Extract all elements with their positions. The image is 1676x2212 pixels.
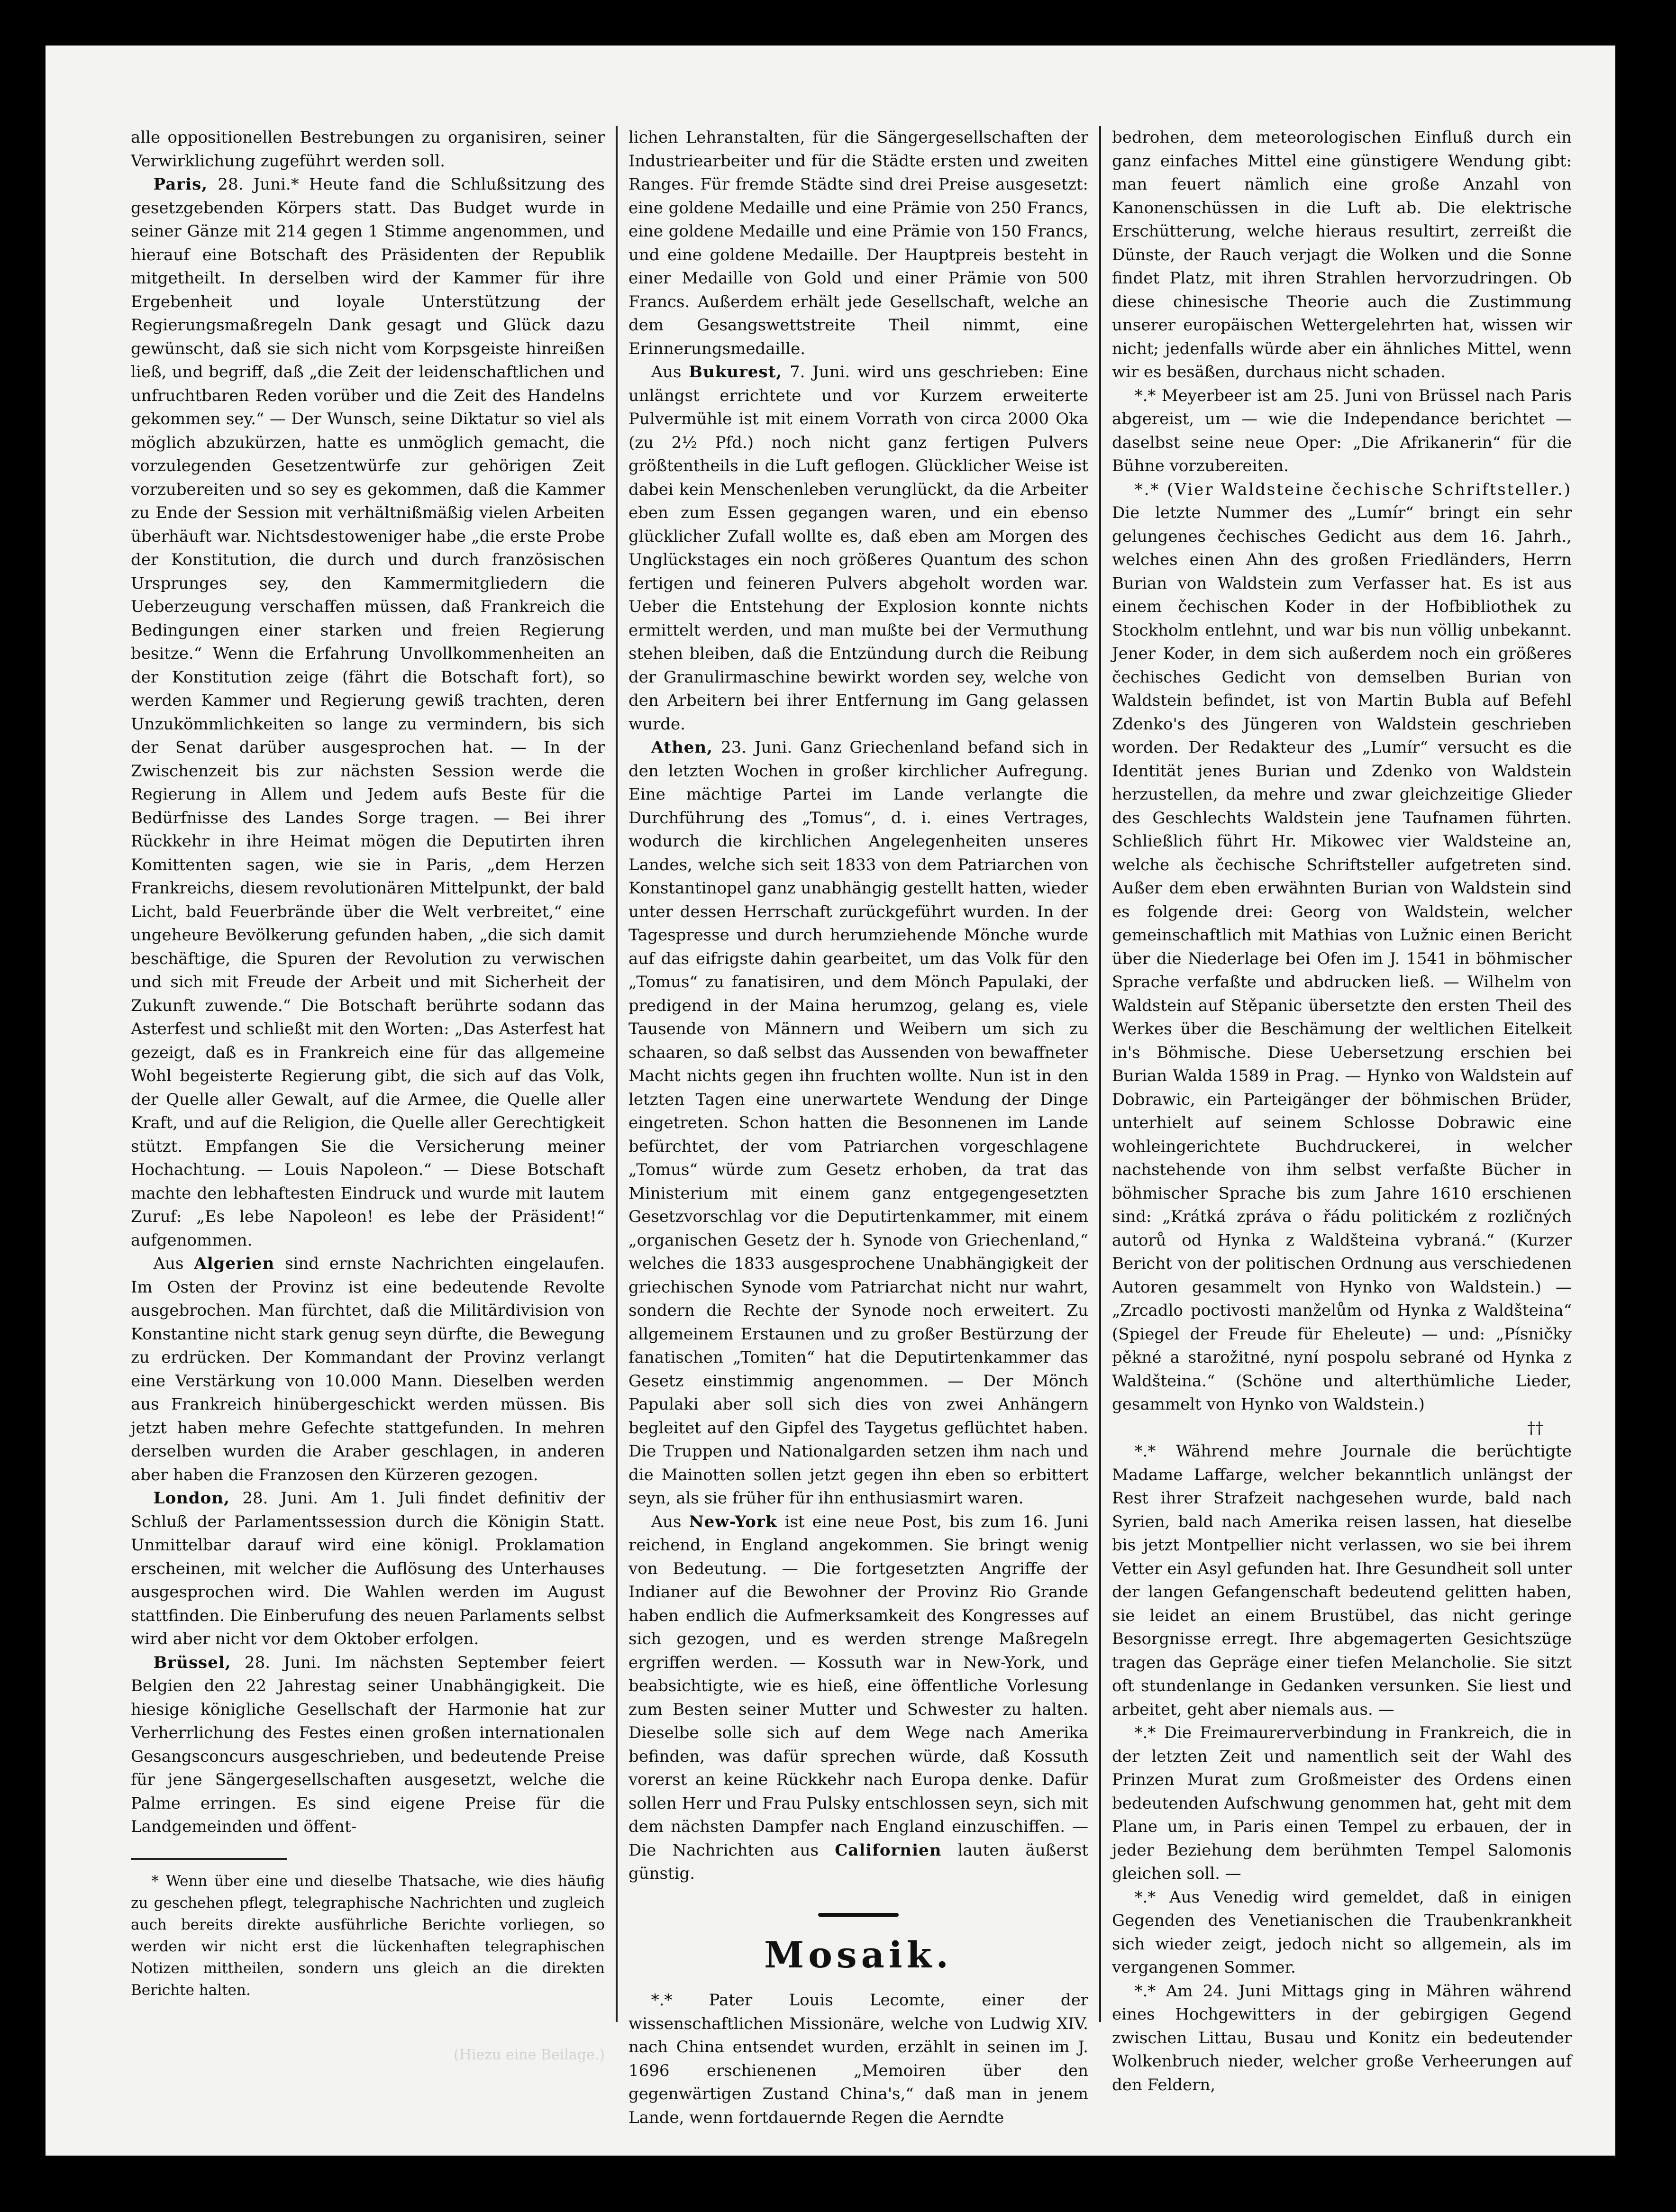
article-text: Die letzte Nummer des „Lumír“ bringt ein sehr gelungenes čechisches Gedicht aus dem 16. Jahrh., welches einen Ahn des großen Friedländers, Herrn Burian von Waldstein zum Verfasser hat. Es ist aus einem čechischen Koder in der Hofbibliothek zu Stockholm entlehnt, und war bis nun völlig unbekannt. Jener Koder, in dem sich außerdem noch ein größeres čechisches Gedicht von demselben Burian von Waldstein befindet, ist von Martin Bubla auf Befehl Zdenko's des Jüngeren von Waldstein geschrieben worden. Der Redakteur des „Lumír“ versucht es die Identität jenes Burian und Zdenko von Waldstein herzustellen, da mehre und zwar gleichzeitige Glieder des Geschlechts Waldstein jene Taufnamen führten. Schließlich führt Hr. Mikowec vier Waldsteine an, welche als čechische Schriftsteller aufgetreten sind. Außer dem eben erwähnten Burian von Waldstein sind es folgende drei: Georg von Waldstein, welcher gemeinschaftlich mit Mathias von Lužnic einen Bericht über die Niederlage bei Ofen im J. 1541 in böhmischer Sprache verfaßte und abdrucken ließ. — Wilhelm von Waldstein auf Stěpanic übersetzte den ersten Theil des Werkes über die Beschämung der weltlichen Eitelkeit in's Böhmische. Diese Uebersetzung erschien bei Burian Walda 1589 in Prag. — Hynko von Waldstein auf Dobrawic, ein Parteigänger der böhmischen Brüder, unterhielt auf seinem Schlosse Dobrawic eine wohleingerichtete Buchdruckerei, in welcher nachstehende von ihm selbst verfaßte Bücher in böhmischer Sprache bis zum Jahre 1610 erschienen sind: „Krátká zpráva o řádu politickém z rozličných autorů od Hynka z Waldšteina vybraná.“ (Kurzer Bericht von der politischen Ordnung aus verschiedenen Autoren gesammelt von Hynko von Waldstein.) — „Zrcadlo poctivosti manželům od Hynka z Waldšteina“ (Spiegel der Freude für Eheleute) — und: „Písničky pěkné a starožitné, nyní pospolu sebrané od Hynka z Waldšteina.“ (Schöne und alterthümliche Lieder, gesammelt von Hynko von Waldstein.) [1112, 503, 1572, 1414]
article-bruessel [131, 1651, 605, 1839]
place-name: Brüssel, [153, 1653, 231, 1672]
place-name: New-York [689, 1512, 777, 1531]
article-maehren: *.* Am 24. Juni Mittags ging in Mähren während eines Hochgewitters in der gebirgigen Gegend zwischen Littau, Busau und Konitz ein bedeutender Wolkenbruch nieder, welcher große Verheerungen auf den Feldern, [1112, 1981, 1572, 2094]
article-text: lauten äußerst günstig. [628, 1840, 1088, 1883]
article-text: ist eine neue Post, bis zum 16. Juni reichend, in England angekommen. Sie bringt wenig von Bedeutung. — Die fortgesetzten Angriffe der Indianer auf die Bewohner der Provinz Rio Grande haben endlich die Aufmerksamkeit des Kongresses auf sich gezogen, und es werden strenge Maßregeln ergriffen werden. — Kossuth war in New-York, und beabsichtigte, wie es hieß, eine öffentliche Vorlesung zum Besten seiner Mutter und Schwester zu halten. Dieselbe solle sich auf dem Wege nach Amerika befinden, was dafür sprechen würde, daß Kossuth vorerst an keine Rückkehr nach Europa denke. Dafür sollen Herr und Frau Pulsky entschlossen seyn, sich mit dem nächsten Dampfer nach England einzuschiffen. — Die Nachrichten aus [628, 1512, 1088, 1860]
place-name: London, [153, 1489, 230, 1508]
article-venedig: *.* Aus Venedig wird gemeldet, daß in einigen Gegenden des Venetianischen die Traubenkrankheit sich wieder zeigt, jedoch nicht so allgemein, als im vergangenen Sommer. [1112, 1887, 1572, 1977]
section-heading: Mosaik. [764, 1934, 953, 1976]
column-rule [1099, 126, 1101, 2022]
article-text: 28. Juni. Am 1. Juli findet definitiv der Schluß der Parlamentssession durch die Königin Statt. Unmittelbar darauf wird eine königl. Proklamation erscheinen, mit welcher die Auflösung des Unterhauses ausgesprochen wird. Die Wahlen werden im August stattfinden. Die Einberufung des neuen Parlaments selbst wird aber nicht vor dem Oktober erfolgen. [131, 1489, 605, 1648]
article-text: 23. Juni. Ganz Griechenland befand sich in den letzten Wochen in großer kirchlicher Aufregung. Eine mächtige Partei im Lande verlangte die Durchführung des „Tomus“, d. i. eines Vertrages, wodurch die kirchlichen Angelegenheiten unseres Landes, welche sich seit 1833 von dem Patriarchen von Konstantinopel ganz unabhängig gestellt hatten, wieder unter dessen Herrschaft zurückgeführt wurden. In der Tagespresse und durch herumziehende Mönche wurde auf das eifrigste dahin gearbeitet, um das Volk für den „Tomus“ zu fanatisiren, und dem Mönch Papulaki, der predigend in der Maina herumzog, gelang es, viele Tausende von Männern und Weibern um sich zu schaaren, so daß selbst das Aussenden von bewaffneter Macht nichts gegen ihn fruchten wollte. Nun ist in den letzten Tagen eine unerwartete Wendung der Dinge eingetreten. Schon hatten die Besonnenen im Lande befürchtet, der vom Patriarchen vorgeschlagene „Tomus“ würde zum Gesetz erhoben, da trat das Ministerium mit einem ganz entgegengesetzten Gesetzvorschlag vor die Deputirtenkammer, mit einem „organischen Gesetz der h. Synode von Griechenland,“ welches die 1833 ausgesprochene Unabhängigkeit der griechischen Synode vom Patriarchat nicht nur wahrt, sondern die Rechte der Synode noch erweitert. Zu allgemeinem Erstaunen und zu großer Bestürzung der fanatischen „Tomiten“ hat die Deputirtenkammer das Gesetz einstimmig angenommen. — Der Mönch Papulaki aber soll sich dies von zwei Anhängern begleitet auf den Gipfel des Taygetus geflüchtet haben. Die Truppen und Nationalgarden setzen ihm nach und die Mainotten sollen jetzt gegen ihn eben so erbittert seyn, als sie früher für ihn enthusiasmirt waren. [628, 738, 1088, 1508]
bleed-through-text: (Hiezu eine Beilage.) [454, 2047, 605, 2063]
article-athen [628, 736, 1088, 1511]
column-right [1112, 126, 1572, 2094]
column-rule [616, 126, 618, 2022]
footnote-divider [131, 1858, 287, 1860]
footnote: * Wenn über eine und dieselbe Thatsache, wie dies häufig zu geschehen pflegt, telegraphische Nachrichten und zugleich auch bereits direkte ausführliche Berichte vorliegen, so werden wir nicht erst die lückenhaften telegraphischen Notizen mittheilen, sondern uns gleich an die direkten Berichte halten. [131, 1872, 605, 1999]
article-text: 7. Juni. wird uns geschrieben: Eine unlängst errichtete und vor Kurzem erweiterte Pulvermühle ist mit einem Vorrath von circa 2000 Oka (zu 2½ Pfd.) noch nicht ganz fertigen Pulvers größtentheils in die Luft geflogen. Glücklicher Weise ist dabei kein Menschenleben verunglückt, da die Arbeiter eben zum Essen gegangen waren, und ein ebenso glücklicher Zufall wollte es, daß eben am Morgen des Unglückstages ein noch größeres Quantum des schon fertigen und feineren Pulvers abgeholt worden war. Ueber die Entstehung der Explosion konnte nichts ermittelt werden, und man mußte bei der Vermuthung stehen bleiben, daß die Entzündung durch die Reibung der Granulirmaschine bewirkt worden sey, welche von den Arbeitern bei ihrer Entfernung im Gang gelassen wurde. [628, 363, 1089, 734]
article-laffarge: *.* Während mehre Journale die berüchtigte Madame Laffarge, welcher bekanntlich unlängst der Rest ihrer Strafzeit nachgesehen wurde, bald nach Syrien, bald nach Amerika reisen lassen, hat dieselbe bis jetzt Montpellier nicht verlassen, wo sie bei ihrem Vetter ein Asyl gefunden hat. Ihre Gesundheit soll unter der langen Gefangenschaft bedeutend gelitten haben, sie leidet an einem Brustübel, das nicht geringe Besorgnisse erregt. Ihre abgemagerten Gesichtszüge tragen das Gepräge einer tiefen Melancholie. Sie sitzt oft stundenlange in Gedanken versunken. Sie liest und arbeitet, geht aber niemals aus. — [1112, 1442, 1572, 1719]
article-text: sind ernste Nachrichten eingelaufen. Im Osten der Provinz ist eine bedeutende Revolte ausgebrochen. Man fürchtet, daß die Militärdivision von Konstantine nicht stark genug seyn dürfte, die Bewegung zu erdrücken. Der Kommandant der Provinz verlangt eine Verstärkung von 10.000 Mann. Dieselben werden aus Frankreich hinübergeschickt werden müssen. Bis jetzt haben mehre Gefechte stattgefunden. In mehren derselben wurden die Araber geschlagen, in anderen aber haben die Franzosen den Kürzeren gezogen. [131, 1254, 605, 1484]
article-lead: Aus [651, 1512, 682, 1531]
article-title: *.* (Vier Waldsteine čechische Schriftsteller.) [1134, 480, 1572, 499]
article-text: 28. Juni.* Heute fand die Schlußsitzung des gesetzgebenden Körpers statt. Das Budget wurde in seiner Gänze mit 214 gegen 1 Stimme angenommen, und hierauf eine Botschaft des Präsidenten der Republik mitgetheilt. In derselben wird der Kammer für ihre Ergebenheit und loyale Unterstützung der Regierungsmaßregeln Dank gesagt und Glück dazu gewünscht, daß sie sich nicht vom Korpsgeiste hinreißen ließ, und begriff, daß „die Zeit der leidenschaftlichen und unfruchtbaren Reden vorüber und die Zeit des Handelns gekommen sey.“ — Der Wunsch, seine Diktatur so viel als möglich abzukürzen, hatte es unmöglich gemacht, die vorzulegenden Gesetzentwürfe zur gehörigen Zeit vorzubereiten und so sey es gekommen, daß die Kammer zu Ende der Session mit verhältnißmäßig vielen Arbeiten überhäuft war. Nichtsdestoweniger habe „die erste Probe der Konstitution, die durch und durch französischen Ursprunges sey, den Kammermitgliedern die Ueberzeugung verschaffen müssen, daß Frankreich die Bedingungen einer starken und freien Regierung besitze.“ Wenn die Erfahrung Unvollkommenheiten an der Konstitution zeige (fährt die Botschaft fort), so werden Kammer und Regierung gewiß trachten, deren Unzukömmlichkeiten so lange zu vermindern, bis sich der Senat darüber ausgesprochen hat. — In der Zwischenzeit bis zur nächsten Session werde die Regierung in Allem und Jedem aufs Beste für die Bedürfnisse des Landes Sorge tragen. — Bei ihrer Rückkehr in ihre Heimat mögen die Deputirten ihren Komittenten sagen, wie sie in Paris, „dem Herzen Frankreichs, diesem revolutionären Mittelpunkt, der bald Licht, bald Feuerbrände über die Welt verbreitet,“ eine ungeheure Bevölkerung gefunden haben, „die sich damit beschäftige, die Spuren der Revolution zu verwischen und sich mit Freude der Arbeit und mit Sicherheit der Zukunft zuwende.“ Die Botschaft berührte sodann das Asterfest und schließt mit den Worten: „Das Asterfest hat gezeigt, daß es in Frankreich eine für das allgemeine Wohl begeisterte Regierung gibt, die sich auf das Volk, der Quelle aller Gewalt, auf die Armee, die Quelle aller Kraft, und auf die Religion, die Quelle aller Gerechtigkeit stützt. Empfangen Sie die Versicherung meiner Hochachtung. — Louis Napoleon.“ — Diese Botschaft machte den lebhaftesten Eindruck und wurde mit lautem Zuruf: „Es lebe Napoleon! es lebe der Präsident!“ aufgenommen. [131, 175, 605, 1250]
article-algerien [131, 1252, 605, 1487]
article-freimaurer: *.* Die Freimaurerverbindung in Frankreich, die in der letzten Zeit und namentlich seit der Wahl des Prinzen Murat zum Großmeister des Ordens einen bedeutenden Aufschwung genommen hat, geht mit dem Plane um, in Paris einen Tempel zu erbauen, der in jeder Beziehung dem berühmten Tempel Salomonis gleichen soll. — [1112, 1723, 1572, 1883]
place-name: Algerien [194, 1254, 275, 1273]
article-new-york [628, 1511, 1088, 1886]
place-name: Athen, [651, 738, 713, 757]
section-divider [628, 1900, 1088, 1924]
article-meyerbeer: *.* Meyerbeer ist am 25. Juni von Brüssel nach Paris abgereist, um — wie die Independance berichtet — daselbst seine neue Oper: „Die Afrikanerin“ für die Bühne vorzubereiten. [1112, 386, 1572, 475]
article-lead: Aus [651, 363, 682, 382]
article-continuation: lichen Lehranstalten, für die Sängergesellschaften der Industriearbeiter und für die Städte ersten und zweiten Ranges. Für fremde Städte sind drei Preise ausgesetzt: eine goldene Medaille und eine Prämie von 250 Francs, eine goldene Medaille und eine Prämie von 150 Francs, und eine goldene Medaille. Der Hauptpreis besteht in einer Medaille von Gold und einer Prämie von 500 Francs. Außerdem erhält jede Gesellschaft, welche an dem Gesangswettstreite Theil nimmt, eine Erinnerungsmedaille. [628, 128, 1088, 358]
place-name: Paris, [153, 175, 208, 194]
column-middle [628, 126, 1089, 2127]
article-bukurest [628, 361, 1088, 736]
article-lead: Aus [153, 1254, 184, 1273]
article-continuation: alle oppositionellen Bestrebungen zu organisiren, seiner Verwirklichung zugeführt werden soll. [131, 128, 605, 171]
column-left [131, 126, 605, 2031]
newspaper-page [46, 46, 1615, 2156]
article-text: 28. Juni. Im nächsten September feiert Belgien den 22 Jahrestag seiner Unabhängigkeit. Die hiesige königliche Gesellschaft der Harmonie hat zur Verherrlichung des Festes einen großen internationalen Gesangsconcurs ausgeschrieben, und bedeutende Preise für jene Sängergesellschaften ausgesetzt, welche die Palme erringen. Es sind eigene Preise für die Landgemeinden und öffent- [131, 1653, 605, 1836]
article-paris [131, 173, 605, 1252]
article-london [131, 1487, 605, 1651]
article-waldsteine [1112, 478, 1572, 1417]
place-name: Californien [835, 1840, 942, 1860]
place-name: Bukurest, [689, 363, 783, 382]
article-continuation: bedrohen, dem meteorologischen Einfluß durch ein ganz einfaches Mittel eine günstigere Wendung gibt: man feuert nämlich eine große Anzahl von Kanonenschüssen in die Luft ab. Die elektrische Erschütterung, welche hieraus resultirt, zerreißt die Dünste, der Rauch verjagt die Wolken und die Sonne findet Platz, mit ihren Strahlen hervorzudringen. Ob diese chinesische Theorie auch die Zustimmung unserer europäischen Wettergelehrten hat, wissen wir nicht; jedenfalls würde aber ein ähnliches Mittel, wenn wir es besäßen, durchaus nicht schaden. [1112, 128, 1572, 382]
article-lecomte: *.* Pater Louis Lecomte, einer der wissenschaftlichen Missionäre, welche von Ludwig XIV. nach China entsendet wurden, erzählt in seinen im J. 1696 erschienenen „Memoiren über den gegenwärtigen Zustand China's,“ daß man in jenem Lande, wenn fortdauernde Regen die Aerndte [628, 1991, 1088, 2127]
author-sign: †† [1527, 1418, 1543, 1438]
ornament-line [818, 1913, 899, 1917]
